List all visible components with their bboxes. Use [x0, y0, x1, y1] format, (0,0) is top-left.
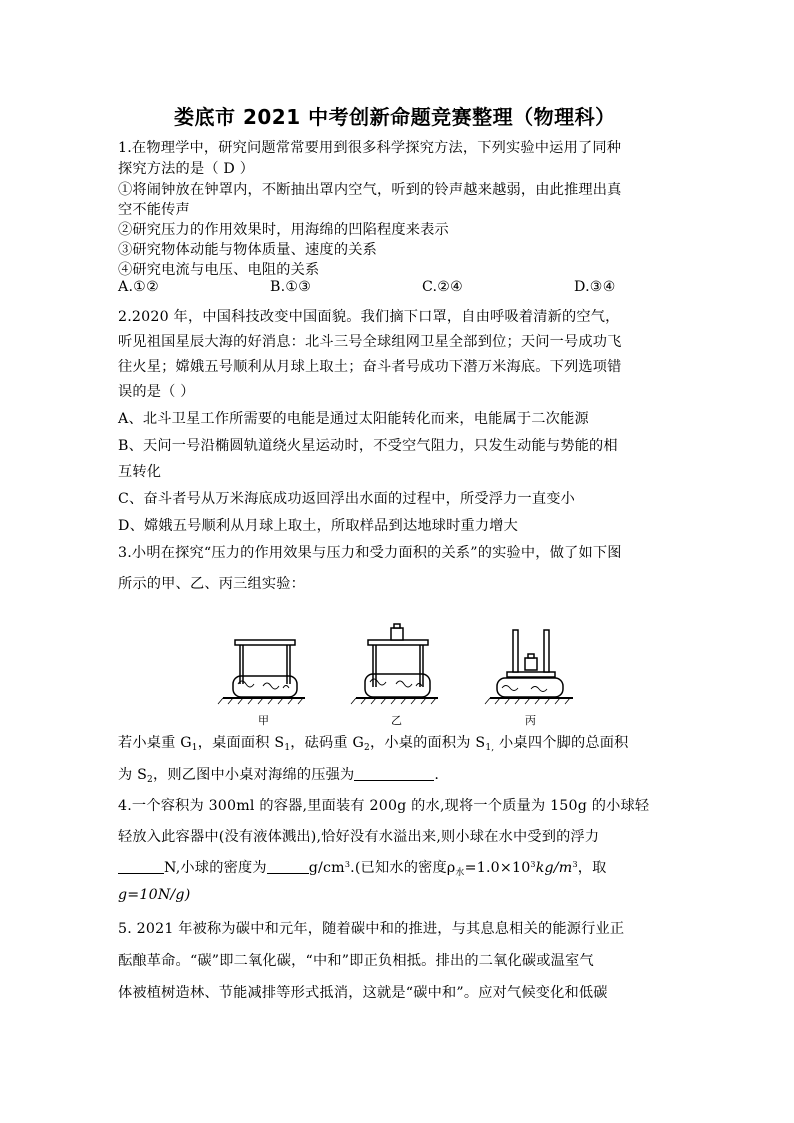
q1-item-4: ④研究电流与电压、电阻的关系 — [118, 262, 320, 278]
q3-answer-blank[interactable] — [354, 768, 434, 781]
q2-stem-line3: 往火星；嫦娥五号顺利从月球上取土；奋斗者号成功下潜万米海底。下列选项错 — [118, 359, 622, 375]
q5-stem-line3: 体被植树造林、节能减排等形式抵消，这就是“碳中和”。应对气候变化和低碳 — [118, 985, 608, 1001]
q1-item-3: ③研究物体动能与物体质量、速度的关系 — [118, 242, 377, 258]
q3-condition-line1: 若小桌重 $G_1$，桌面面积 $S_1$，砝码重 $G_2$，小桌的面积为 $S_{1,}$ 小桌四个脚的总面积 — [118, 735, 629, 753]
q4-buoyancy-blank[interactable] — [118, 861, 164, 874]
q1-stem-line2: 探究方法的是（ D ） — [118, 161, 255, 177]
q2-option-b-line2: 互转化 — [118, 464, 162, 480]
q5-stem-line1: 5. 2021 年被称为碳中和元年，随着碳中和的推进，与其息息相关的能源行业正 — [118, 921, 625, 937]
q4-stem-line4: g=10N/g) — [118, 887, 191, 903]
q5-stem-line2: 酝酿革命。“碳”即二氧化碳，“中和”即正负相抵。排出的二氧化碳或温室气 — [118, 953, 594, 969]
figure-jia-setup — [218, 640, 305, 704]
q1-option-a: A.①② — [118, 279, 159, 295]
q4-stem-line2: 轻放入此容器中(没有液体溅出),恰好没有水溢出来,则小球在水中受到的浮力 — [118, 829, 600, 845]
figure-yi-setup — [351, 624, 438, 704]
q1-stem-line1: 1.在物理学中，研究问题常常要用到很多科学探究方法，下列实验中运用了同种 — [118, 140, 622, 156]
q4-density-blank[interactable] — [267, 861, 309, 874]
q3-experiment-figure — [213, 618, 581, 710]
q2-option-c: C、奋斗者号从万米海底成功返回浮出水面的过程中，所受浮力一直变小 — [118, 491, 576, 507]
q1-item-1b: 空不能传声 — [118, 202, 190, 218]
q4-stem-line3: N,小球的密度为 $g/cm^3$.(已知水的密度$\rho_水=1.0\times 10^3kg/m^3$，取 — [118, 857, 607, 878]
q1-option-c: C.②④ — [422, 279, 464, 295]
q1-item-2: ②研究压力的作用效果时，用海绵的凹陷程度来表示 — [118, 222, 449, 238]
q4-stem-line1: 4.一个容积为 300ml 的容器,里面装有 200g 的水,现将一个质量为 150g 的小球轻 — [118, 798, 650, 814]
q3-condition-line2: 为 $S_2$，则乙图中小桌对海绵的压强为 . — [118, 767, 440, 785]
figure-bing-setup — [485, 630, 573, 704]
q3-stem-line2: 所示的甲、乙、丙三组实验： — [118, 576, 306, 592]
q2-stem-line4: 误的是（ ） — [118, 384, 195, 400]
q1-item-1a: ①将闹钟放在钟罩内，不断抽出罩内空气，听到的铃声越来越弱，由此推理出真 — [118, 182, 622, 198]
page-title: 娄底市 2021 中考创新命题竞赛整理（物理科） — [174, 105, 616, 129]
q2-stem-line2: 听见祖国星辰大海的好消息：北斗三号全球组网卫星全部到位；天问一号成功飞 — [118, 334, 622, 350]
q2-option-a: A、北斗卫星工作所需要的电能是通过太阳能转化而来，电能属于二次能源 — [118, 411, 589, 427]
figure-label-yi: 乙 — [391, 714, 402, 727]
q1-option-d: D.③④ — [574, 279, 616, 295]
figure-label-jia: 甲 — [258, 714, 269, 727]
figure-label-bing: 丙 — [525, 714, 536, 727]
q2-stem-line1: 2.2020 年，中国科技改变中国面貌。我们摘下口罩，自由呼吸着清新的空气， — [118, 309, 620, 325]
q2-option-b-line1: B、天问一号沿椭圆轨道绕火星运动时，不受空气阻力，只发生动能与势能的相 — [118, 438, 618, 454]
q2-option-d: D、嫦娥五号顺利从月球上取土，所取样品到达地球时重力增大 — [118, 518, 519, 534]
q1-option-b: B.①③ — [270, 279, 312, 295]
q1-options — [118, 279, 616, 295]
q3-stem-line1: 3.小明在探究“压力的作用效果与压力和受力面积的关系”的实验中，做了如下图 — [118, 545, 622, 561]
